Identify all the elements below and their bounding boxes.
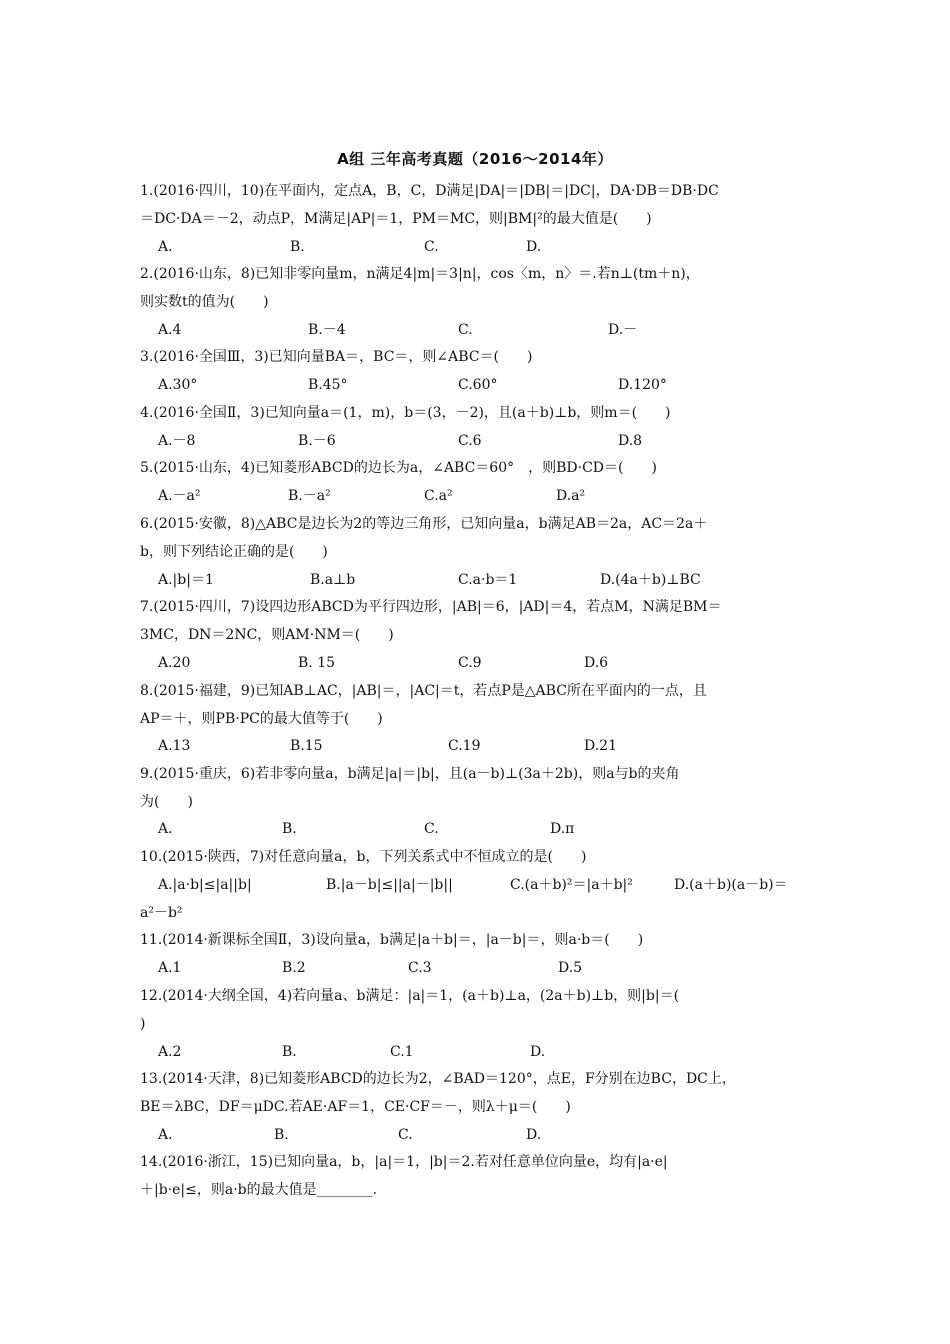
option-a: A.1 <box>158 960 182 976</box>
question-8-text-line: 8.(2015·福建，9)已知AB⊥AC，|AB|＝，|AC|＝t，若点P是△ABC所在平面内的一点，且 <box>140 683 707 699</box>
option-d: D.π <box>550 821 575 837</box>
option-c: C.6 <box>458 433 482 449</box>
question-4-text-line: 4.(2016·全国Ⅱ，3)已知向量a＝(1，m)，b＝(3，－2)，且(a＋b)⊥b，则m＝( ) <box>140 405 671 421</box>
question-7-text-line: 3MC，DN＝2NC，则AM·NM＝( ) <box>140 627 394 643</box>
question-13-text-line: 13.(2014·天津，8)已知菱形ABCD的边长为2，∠BAD＝120°，点E，F分别在边BC，DC上， <box>140 1071 736 1087</box>
option-a: A.4 <box>158 322 182 338</box>
option-c: C. <box>398 1127 413 1143</box>
option-d: D.21 <box>584 738 617 754</box>
question-10-option-continuation: a²－b² <box>140 905 183 921</box>
option-d: D.120° <box>618 377 667 393</box>
option-a: A. <box>158 239 173 255</box>
option-c: C. <box>458 322 473 338</box>
option-a: A.－8 <box>158 433 196 449</box>
question-8-text-line: AP＝＋，则PB·PC的最大值等于( ) <box>140 711 383 727</box>
question-14-text-line: ＋|b·e|≤，则a·b的最大值是________. <box>140 1182 378 1198</box>
option-a: A.13 <box>158 738 191 754</box>
option-c: C.19 <box>448 738 481 754</box>
option-c: C.a² <box>424 488 453 504</box>
option-a: A.|b|＝1 <box>158 572 214 588</box>
option-a: A.20 <box>158 655 191 671</box>
option-b: B. <box>290 239 305 255</box>
question-11-text-line: 11.(2014·新课标全国Ⅱ，3)设向量a，b满足|a＋b|＝，|a－b|＝，则a·b＝( ) <box>140 932 644 948</box>
option-d: D.8 <box>618 433 643 449</box>
question-13-text-line: BE＝λBC，DF＝μDC.若AE·AF＝1，CE·CF＝－，则λ＋μ＝( ) <box>140 1099 571 1115</box>
question-5-text-line: 5.(2015·山东，4)已知菱形ABCD的边长为a，∠ABC＝60° ，则BD·CD＝( ) <box>140 460 657 476</box>
option-c: C.60° <box>458 377 498 393</box>
option-c: C. <box>424 821 439 837</box>
question-9-text-line: 为( ) <box>140 794 193 810</box>
option-a: A.30° <box>158 377 198 393</box>
option-c: C.(a＋b)²＝|a＋b|² <box>510 877 633 893</box>
option-a: A. <box>158 1127 173 1143</box>
question-9-text-line: 9.(2015·重庆，6)若非零向量a，b满足|a|＝|b|，且(a－b)⊥(3a＋2b)，则a与b的夹角 <box>140 766 680 782</box>
option-c: C.9 <box>458 655 482 671</box>
option-a: A.－a² <box>158 488 201 504</box>
option-d: D.6 <box>584 655 609 671</box>
option-c: C.1 <box>390 1044 414 1060</box>
option-d: D.a² <box>556 488 586 504</box>
option-a: A. <box>158 821 173 837</box>
question-12-text-line: ) <box>140 1016 146 1032</box>
question-1-text-line: ＝DC·DA＝－2，动点P，M满足|AP|＝1，PM＝MC，则|BM|²的最大值是( ) <box>140 211 652 227</box>
option-b: B.2 <box>282 960 306 976</box>
question-12-text-line: 12.(2014·大纲全国，4)若向量a、b满足：|a|＝1，(a＋b)⊥a，(2a＋b)⊥b，则|b|＝( <box>140 988 680 1004</box>
option-b: B.|a－b|≤||a|－|b|| <box>326 877 453 893</box>
option-d: D. <box>530 1044 546 1060</box>
question-10-text-line: 10.(2015·陕西，7)对任意向量a，b，下列关系式中不恒成立的是( ) <box>140 849 587 865</box>
option-b: B.a⊥b <box>310 572 356 588</box>
option-d: D. <box>526 1127 542 1143</box>
question-3-text-line: 3.(2016·全国Ⅲ，3)已知向量BA＝，BC＝，则∠ABC＝( ) <box>140 349 533 365</box>
option-b: B.15 <box>290 738 323 754</box>
question-6-text-line: b，则下列结论正确的是( ) <box>140 544 328 560</box>
option-b: B.45° <box>308 377 348 393</box>
option-b: B. 15 <box>298 655 336 671</box>
option-d: D.5 <box>558 960 583 976</box>
option-b: B. <box>282 821 297 837</box>
question-2-text-line: 则实数t的值为( ) <box>140 294 269 310</box>
question-14-text-line: 14.(2016·浙江，15)已知向量a，b，|a|＝1，|b|＝2.若对任意单位向量e，均有|a·e| <box>140 1154 668 1170</box>
question-1-text-line: 1.(2016·四川，10)在平面内，定点A，B，C，D满足|DA|＝|DB|＝|DC|，DA·DB＝DB·DC <box>140 183 719 199</box>
option-d: D. <box>526 239 542 255</box>
option-b: B.－4 <box>308 322 346 338</box>
option-c: C.3 <box>408 960 432 976</box>
option-a: A.|a·b|≤|a||b| <box>158 877 252 893</box>
page-title: A组 三年高考真题（2016～2014年） <box>337 150 613 168</box>
question-6-text-line: 6.(2015·安徽，8)△ABC是边长为2的等边三角形，已知向量a，b满足AB＝2a，AC＝2a＋ <box>140 516 708 532</box>
question-2-text-line: 2.(2016·山东，8)已知非零向量m，n满足4|m|＝3|n|，cos〈m，n〉＝.若n⊥(tm＋n)， <box>140 266 700 282</box>
option-c: C.a·b＝1 <box>458 572 518 588</box>
option-b: B.－6 <box>298 433 336 449</box>
question-7-text-line: 7.(2015·四川，7)设四边形ABCD为平行四边形，|AB|＝6，|AD|＝4，若点M，N满足BM＝ <box>140 599 722 615</box>
option-d: D.－ <box>608 322 638 338</box>
option-d: D.(a＋b)(a－b)＝ <box>674 877 788 893</box>
option-b: B. <box>282 1044 297 1060</box>
option-c: C. <box>424 239 439 255</box>
option-d: D.(4a＋b)⊥BC <box>600 572 701 588</box>
option-b: B.－a² <box>288 488 331 504</box>
option-b: B. <box>274 1127 289 1143</box>
option-a: A.2 <box>158 1044 182 1060</box>
